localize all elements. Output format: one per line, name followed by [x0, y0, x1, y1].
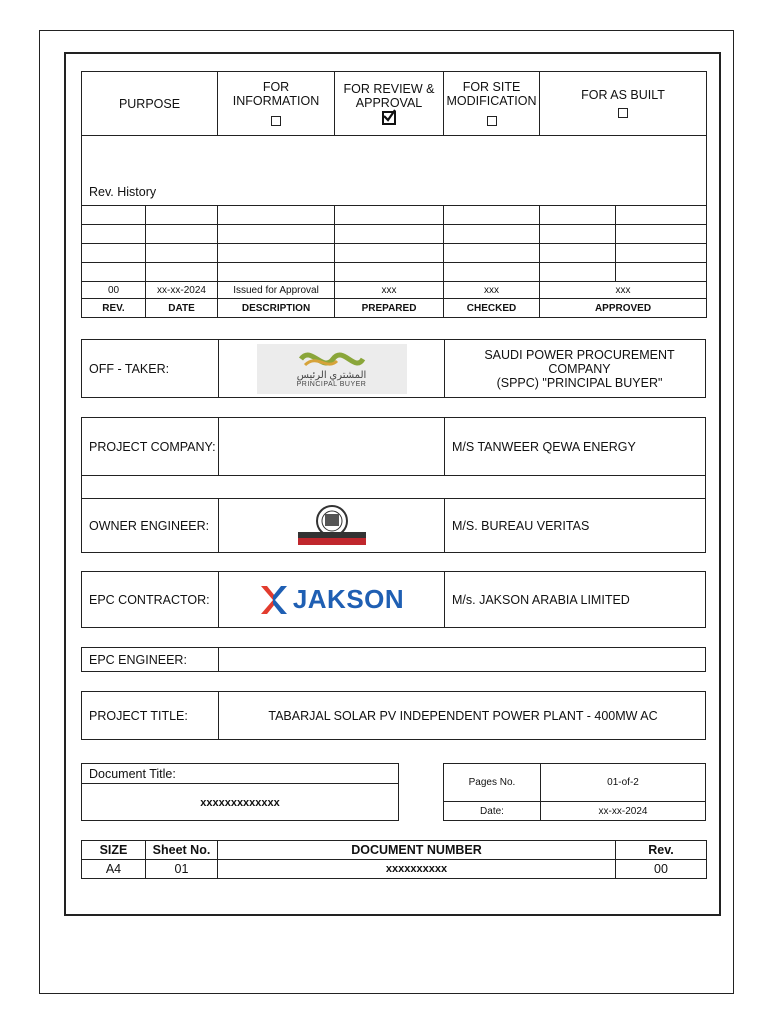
- sheet-value: 01: [146, 860, 218, 879]
- document-number-table: [81, 840, 707, 879]
- for-information-checkbox[interactable]: [271, 116, 281, 126]
- pages-value: 01-of-2: [607, 777, 639, 788]
- epc-engineer-box: [81, 647, 706, 672]
- docnum-header: DOCUMENT NUMBER: [218, 841, 616, 860]
- size-value: A4: [82, 860, 146, 879]
- document-title-label: Document Title:: [89, 766, 176, 781]
- project-title-box: [81, 691, 706, 740]
- rev-header-row: REV. DATE DESCRIPTION PREPARED CHECKED APPROVED: [82, 299, 707, 318]
- owner-engineer-label: OWNER ENGINEER:: [89, 518, 210, 533]
- docnum-value: xxxxxxxxxx: [218, 860, 616, 879]
- off-taker-value: SAUDI POWER PROCUREMENT COMPANY (SPPC) "PRINCIPAL BUYER": [484, 347, 675, 390]
- bureau-veritas-logo: [219, 498, 444, 553]
- bureau-veritas-seal-icon: [294, 504, 370, 548]
- size-header: SIZE: [82, 841, 146, 860]
- purpose-for-site: FOR SITE MODIFICATION: [444, 72, 540, 136]
- purpose-for-information: FOR INFORMATION: [218, 72, 335, 136]
- off-taker-label: OFF - TAKER:: [89, 361, 170, 376]
- project-company-value: M/S TANWEER QEWA ENERGY: [452, 439, 636, 454]
- pages-date-box: [443, 763, 706, 821]
- project-company-label: PROJECT COMPANY:: [89, 439, 216, 454]
- project-company-box: [81, 417, 706, 553]
- epc-contractor-label: EPC CONTRACTOR:: [89, 592, 210, 607]
- for-as-built-checkbox[interactable]: [618, 108, 628, 118]
- checkmark-icon: [382, 109, 396, 123]
- rev-header: Rev.: [616, 841, 707, 860]
- owner-engineer-value: M/S. BUREAU VERITAS: [452, 518, 590, 533]
- jakson-mark-icon: [259, 584, 289, 616]
- epc-engineer-value: [219, 648, 707, 671]
- epc-contractor-box: [81, 571, 706, 628]
- jakson-logo: JAKSON: [219, 572, 444, 627]
- project-title-value: TABARJAL SOLAR PV INDEPENDENT POWER PLANT - 400MW AC: [268, 708, 658, 723]
- principal-buyer-swoosh-icon: [297, 347, 367, 371]
- off-taker-box: [81, 339, 706, 398]
- epc-contractor-value: M/s. JAKSON ARABIA LIMITED: [452, 592, 630, 607]
- for-review-checkbox-checked[interactable]: [382, 111, 396, 125]
- sheet-header: Sheet No.: [146, 841, 218, 860]
- project-title-label: PROJECT TITLE:: [89, 708, 188, 723]
- purpose-rev-table: [81, 71, 707, 318]
- document-title-box: [81, 763, 399, 821]
- rev-value: 00: [616, 860, 707, 879]
- purpose-for-review: FOR REVIEW & APPROVAL: [335, 72, 444, 136]
- date-value: xx-xx-2024: [598, 806, 648, 817]
- pages-label: Pages No.: [468, 777, 516, 788]
- principal-buyer-logo: المشتري الرئيس PRINCIPAL BUYER: [219, 340, 444, 397]
- rev-row: 00 xx-xx-2024 Issued for Approval xxx xxx xxx: [82, 282, 707, 299]
- date-label: Date:: [480, 806, 504, 817]
- document-title-value: xxxxxxxxxxxxx: [200, 796, 280, 809]
- purpose-label: PURPOSE: [82, 72, 218, 136]
- epc-engineer-label: EPC ENGINEER:: [89, 652, 187, 667]
- for-site-checkbox[interactable]: [487, 116, 497, 126]
- rev-history-label: Rev. History: [82, 136, 707, 206]
- purpose-for-as-built: FOR AS BUILT: [540, 72, 707, 136]
